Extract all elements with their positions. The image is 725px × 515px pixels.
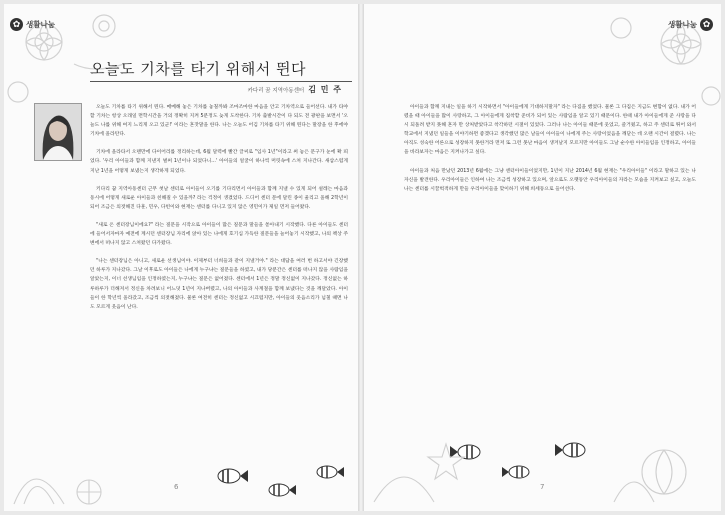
right-page bbox=[364, 4, 721, 511]
section-badge: ✿ bbox=[10, 18, 23, 31]
page-number: 7 bbox=[540, 483, 545, 491]
fish-icon bbox=[209, 456, 358, 511]
section-label-text: 생활나눔 bbox=[668, 20, 697, 29]
paragraph: 기차에 올라타서 오랜만에 다이어리를 정리하는데, 6월 달력에 빨간 글씨로 "입사 1년"이라고 써 놓은 문구가 눈에 확 띄었다. '우리 아이들과 함께 지낸지 벌써 1년이나 되었다니...' 아이들의 얼굴이 하나씩 머릿속에 스쳐 지나간다. 새삼스럽게 지난 1년을 어떻게 보냈는지 생각하게 되었다. bbox=[90, 150, 348, 174]
author-name: 김 민 주 bbox=[308, 85, 342, 94]
paragraph: "새로 온 센터장님이에요?" 라는 질문을 시작으로 아이들이 많은 질문과 말들을 쏟아내기 시작했다. 다른 아이들도 센터에 들어서자마자 예전에 계시던 센터장님 자리에 앉아 있는 나에게 호기심 가득한 질문들을 늘어놓기 시작했고, 나의 책상 주변에서 떠나지 않고 스쳐왔던 다가왔다. bbox=[90, 222, 348, 247]
fish-icon bbox=[364, 392, 721, 511]
section-badge: ✿ bbox=[700, 18, 713, 31]
section-label bbox=[668, 18, 713, 31]
page-number: 6 bbox=[174, 483, 179, 491]
author-affiliation: 카다리 꿈 지역아동센터 bbox=[247, 87, 305, 94]
paragraph: 아이들과 처음 만났던 2013년 6월에는 그냥 센터아이들이었지만, 1년이 지난 2014년 6월 현재는 "우리아이들" 이라고 말하고 있는 나 자신을 발견한다. 우리아이들은 인하여 나는 조금씩 성장하고 있으며, 앞으로도 오랫동안 우리아이들의 자라는 모습을 지켜보고 싶고, 오늘도 나는 센터를 시끌벅적하게 만들 우리아이들을 맞이하기 위해 희세동으로 들어선다. bbox=[404, 168, 696, 192]
left-page bbox=[4, 4, 358, 511]
byline bbox=[248, 84, 342, 95]
paragraph: 키다리 꿈 지역아동센터 근무 첫날 센터로 아이들이 오기를 기다리면서 아이들과 함께 지낼 수 있게 되어 설레는 마음과 동시에 어떻게 새로운 아이들과 친해질 수 있을까? 라는 걱정이 생겼었다. 드디어 센터 문에 달린 종이 울리고 올해 2학년이 되어 조금은 의젓해진 다훈, 민우, 다빈이와 현재는 센터를 다니고 있지 않은 영민이가 제일 먼저 들어왔다. bbox=[90, 186, 348, 210]
seashell-icon bbox=[4, 434, 114, 511]
author-photo bbox=[34, 103, 82, 161]
section-label-text: 생활나눔 bbox=[26, 20, 55, 29]
article-body-right bbox=[404, 103, 696, 203]
paragraph: 오늘도 기차를 타기 위해서 뛴다. 매메해 놓은 기차를 놓칠까봐 조마조마한 마음을 안고 기차역으로 들어선다. 내가 타야 할 기차는 항상 오래일 면학시간을 거의 정확히 지켜 5분정도 늦게 도착한다. 기차 출발시간이 다 되도 전 광판을 보면서 '오늘도 나를 위해 여지 느리게 오고 있군!' 이라는 혼잣말을 한다. 나는 오늘도 어김 기차를 타기 위해 뛴다는 말장을 한 후에야 기차에 올라탄다. bbox=[90, 105, 348, 138]
article-body-left bbox=[90, 103, 348, 321]
section-label bbox=[10, 18, 55, 31]
starfish-icon bbox=[426, 442, 466, 482]
paragraph: "나는 센터장님은 아니고, 새로운 선생님이야. 이제부터 너희들과 같이 지낼거야." 라는 대답을 여러 번 하고서야 긴장했던 하루가 지나갔다. 그날 이후로도 아이들은 나에게 누구냐는 질문들을 하였고, 내가 당분간은 센터를 떠나지 않을 사람임을 알았는지, 이너 선생님임을 인정하였는지, 누구냐는 질문은 없어졌다. 센터에서 1년은 정말 정신없이 지나갔다. 정신없는 하루하루가 더해져서 정신을 차려보니 어느덧 1년이 지나버렸고, 나의 아이들과 사계절을 함께 보냈다는 것을 깨달았다. 아이들이 한 학년씩 올라갔고, 조금씩 의젓해졌다. 물론 여전히 센터는 정신없고 시끄럽지만, 아이들의 웃음소리가 넘칠 때면 나도 모르게 웃음이 난다. bbox=[90, 259, 348, 310]
paragraph: 아이들과 함께 지내는 일을 하기 시작하면서 "아이들에게 기대하지말자" 라는 다짐을 했었다. 물론 그 다짐은 지금도 변함이 없다. 내가 어렸을 때 아이들을 많이 사랑하고, 그 아이들에게 집착할 준비가 되어 있는 사람임을 알고 있기 때문이다. 한때 내가 아이들에게 준 사랑을 다시 되돌려 받지 못해 혼자 만 상처받았다고 착각하던 시절이 있었다. 그러나 나는 아이들 때문에 웃었고, 즐거웠고, 하고 주 센터로 뛰어 와서 학교에서 지냈던 일들을 이야기하면 좋겠다고 생각했던 많은 날들이 아이들이 나에게 주는 사랑이었음을 깨닫는 데 오랜 시간이 걸렸다. 나는 아직도 성숙한 어른으로 성장하지 못한거라 먼저 또 그런 못난 마음이 생겨날지 모르지만 아이들도 그날 순수한 아이들임을 인정하고, 아이들을 바라보자는 마음은 지켜나가고 싶다. bbox=[404, 105, 696, 156]
article-title: 오늘도 기차를 타기 위해서 뛴다 bbox=[90, 58, 352, 82]
